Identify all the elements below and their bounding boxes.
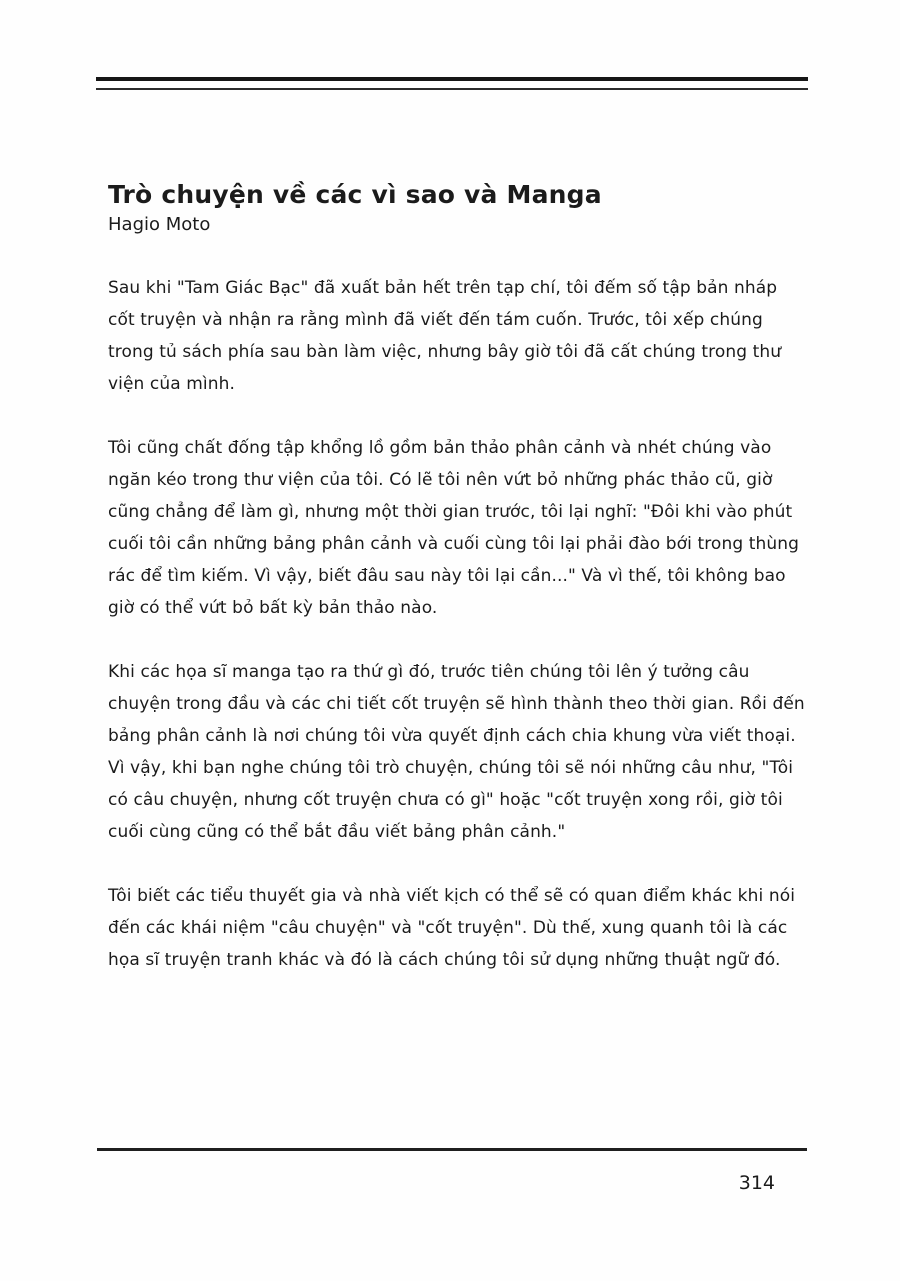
bottom-divider [97, 1148, 807, 1151]
paragraph: Khi các họa sĩ manga tạo ra thứ gì đó, trước tiên chúng tôi lên ý tưởng câu chuyện trong đầu và các chi tiết cốt truyện sẽ hình thành theo thời gian. Rồi đến bảng phân cảnh là nơi chúng tôi vừa quyết định cách chia khung vừa viết thoại. Vì vậy, khi bạn nghe chúng tôi trò chuyện, chúng tôi sẽ nói những câu như, "Tôi có câu chuyện, nhưng cốt truyện chưa có gì" hoặc "cốt truyện xong rồi, giờ tôi cuối cùng cũng có thể bắt đầu viết bảng phân cảnh." [108, 662, 805, 842]
paragraph: Sau khi "Tam Giác Bạc" đã xuất bản hết trên tạp chí, tôi đếm số tập bản nháp cốt truyện và nhận ra rằng mình đã viết đến tám cuốn. Trước, tôi xếp chúng trong tủ sách phía sau bàn làm việc, nhưng bây giờ tôi đã cất chúng trong thư viện của mình. [108, 278, 782, 394]
page-number: 314 [738, 1172, 775, 1194]
page-content [108, 180, 808, 1008]
paragraph: Tôi cũng chất đống tập khổng lồ gồm bản thảo phân cảnh và nhét chúng vào ngăn kéo trong thư viện của tôi. Có lẽ tôi nên vứt bỏ những phác thảo cũ, giờ cũng chẳng để làm gì, nhưng một thời gian trước, tôi lại nghĩ: "Đôi khi vào phút cuối tôi cần những bảng phân cảnh và cuối cùng tôi lại phải đào bới trong thùng rác để tìm kiếm. Vì vậy, biết đâu sau này tôi lại cần..." Và vì thế, tôi không bao giờ có thể vứt bỏ bất kỳ bản thảo nào. [108, 438, 799, 618]
paragraph: Tôi biết các tiểu thuyết gia và nhà viết kịch có thể sẽ có quan điểm khác khi nói đến các khái niệm "câu chuyện" và "cốt truyện". Dù thế, xung quanh tôi là các họa sĩ truyện tranh khác và đó là cách chúng tôi sử dụng những thuật ngữ đó. [108, 886, 796, 970]
page-title: Trò chuyện về các vì sao và Manga [108, 180, 602, 209]
article-body [108, 272, 808, 976]
top-divider [96, 77, 808, 90]
author-name: Hagio Moto [108, 214, 211, 235]
